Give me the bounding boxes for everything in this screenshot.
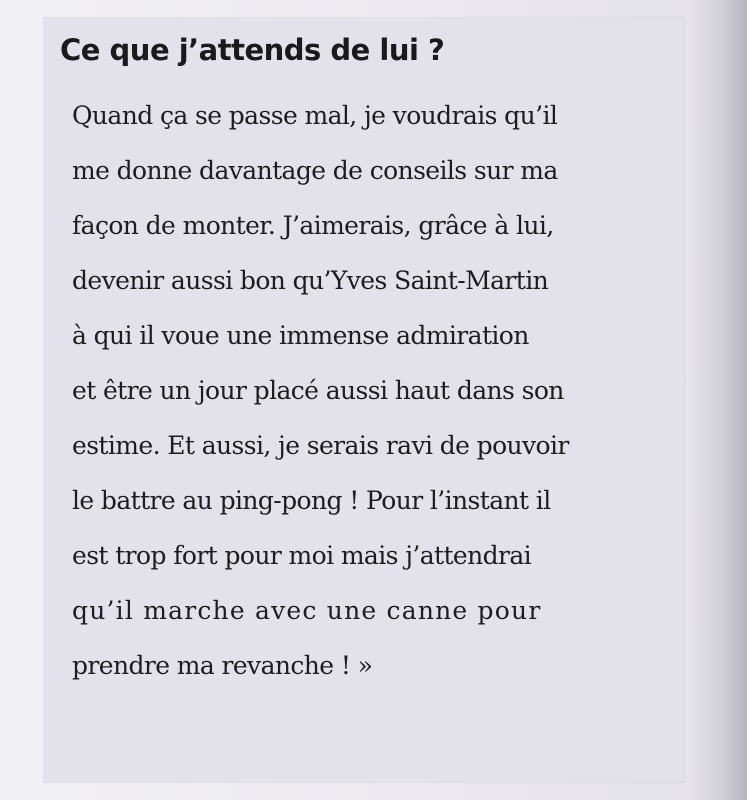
text-line: à qui il voue une immense admiration (72, 321, 529, 350)
box-heading: Ce que j’attends de lui ? (60, 33, 445, 67)
text-line: prendre ma revanche ! » (72, 651, 373, 680)
text-line: devenir aussi bon qu’Yves Saint-Martin (72, 266, 549, 295)
page-edge-shadow (690, 0, 747, 800)
text-line: me donne davantage de conseils sur ma (72, 156, 558, 185)
box-body-text (72, 88, 682, 693)
text-line: qu’il marche avec une canne pour (72, 596, 542, 625)
text-line: estime. Et aussi, je serais ravi de pouvoir (72, 431, 569, 460)
text-line: façon de monter. J’aimerais, grâce à lui, (72, 211, 554, 240)
text-line: et être un jour placé aussi haut dans son (72, 376, 564, 405)
text-line: est trop fort pour moi mais j’attendrai (72, 541, 532, 570)
text-line: le battre au ping-pong ! Pour l’instant il (72, 486, 551, 515)
text-line: Quand ça se passe mal, je voudrais qu’il (72, 101, 558, 130)
